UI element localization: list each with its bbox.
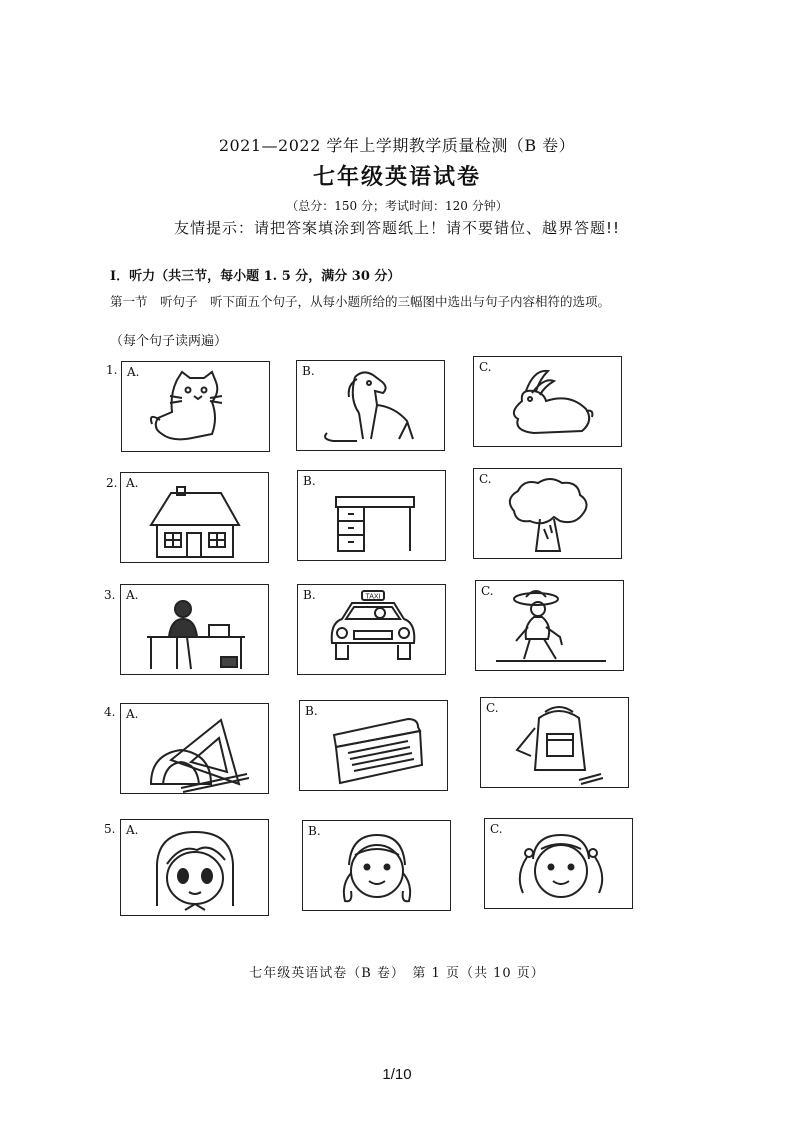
friendly-tip: 友情提示：请把答案填涂到答题纸上！请不要错位、越界答题!!	[173, 219, 621, 237]
option-box[interactable]	[297, 470, 446, 561]
question-number: 3.	[104, 588, 116, 602]
option-box[interactable]	[297, 584, 446, 675]
cat-icon	[122, 362, 271, 453]
section-heading: Ⅰ．听力（共三节，每小题 1. 5 分，满分 30 分）	[110, 269, 401, 284]
ruler-protractor-icon	[121, 704, 270, 795]
girl-short-hair-icon	[121, 820, 270, 917]
office-worker-icon	[121, 585, 270, 676]
option-box[interactable]	[121, 361, 270, 452]
option-label: C.	[486, 701, 499, 715]
score-info: （总分：150 分；考试时间：120 分钟）	[286, 199, 508, 213]
option-box[interactable]	[480, 697, 629, 788]
option-box[interactable]	[120, 703, 269, 794]
schoolbag-icon	[481, 698, 630, 789]
read-twice-note: （每个句子读两遍）	[110, 334, 228, 349]
part1-instructions: 第一节 听句子 听下面五个句子，从每小题所给的三幅图中选出与句子内容相符的选项。	[110, 294, 611, 309]
option-box[interactable]	[120, 472, 269, 563]
option-box[interactable]	[475, 580, 624, 671]
rabbit-icon	[474, 357, 623, 448]
tree-icon	[474, 469, 623, 560]
option-box[interactable]	[302, 820, 451, 911]
option-label: A.	[126, 823, 139, 837]
question-number: 1.	[106, 363, 118, 377]
page-footer: 七年级英语试卷（B 卷） 第 1 页（共 10 页）	[249, 966, 545, 981]
pencil-case-icon	[300, 701, 449, 792]
option-box[interactable]	[473, 468, 622, 559]
option-label: A.	[126, 588, 139, 602]
option-box[interactable]	[120, 819, 269, 916]
option-label: C.	[481, 584, 494, 598]
option-label: B.	[303, 474, 316, 488]
question-number: 4.	[104, 705, 116, 719]
option-box[interactable]	[120, 584, 269, 675]
option-label: A.	[127, 365, 140, 379]
desk-icon	[298, 471, 447, 562]
page-indicator: 1/10	[382, 1066, 412, 1083]
girl-braids-icon	[303, 821, 452, 912]
dog-icon	[297, 361, 446, 452]
exam-header-line: 2021—2022 学年上学期教学质量检测（B 卷）	[218, 136, 576, 155]
question-number: 2.	[106, 476, 118, 490]
option-box[interactable]	[473, 356, 622, 447]
taxi-sign: TAXI	[365, 593, 381, 601]
option-box[interactable]	[299, 700, 448, 791]
option-label: C.	[479, 360, 492, 374]
option-box[interactable]	[296, 360, 445, 451]
farmer-icon	[476, 581, 625, 672]
option-label: A.	[126, 476, 139, 490]
taxi-driver-icon	[298, 585, 447, 676]
option-label: B.	[302, 364, 315, 378]
girl-ponytails-icon	[485, 819, 634, 910]
question-number: 5.	[104, 822, 116, 836]
option-label: B.	[305, 704, 318, 718]
option-label: B.	[308, 824, 321, 838]
option-label: C.	[479, 472, 492, 486]
house-icon	[121, 473, 270, 564]
option-label: B.	[303, 588, 316, 602]
exam-title: 七年级英语试卷	[312, 164, 481, 190]
option-label: A.	[126, 707, 139, 721]
option-box[interactable]	[484, 818, 633, 909]
option-label: C.	[490, 822, 503, 836]
